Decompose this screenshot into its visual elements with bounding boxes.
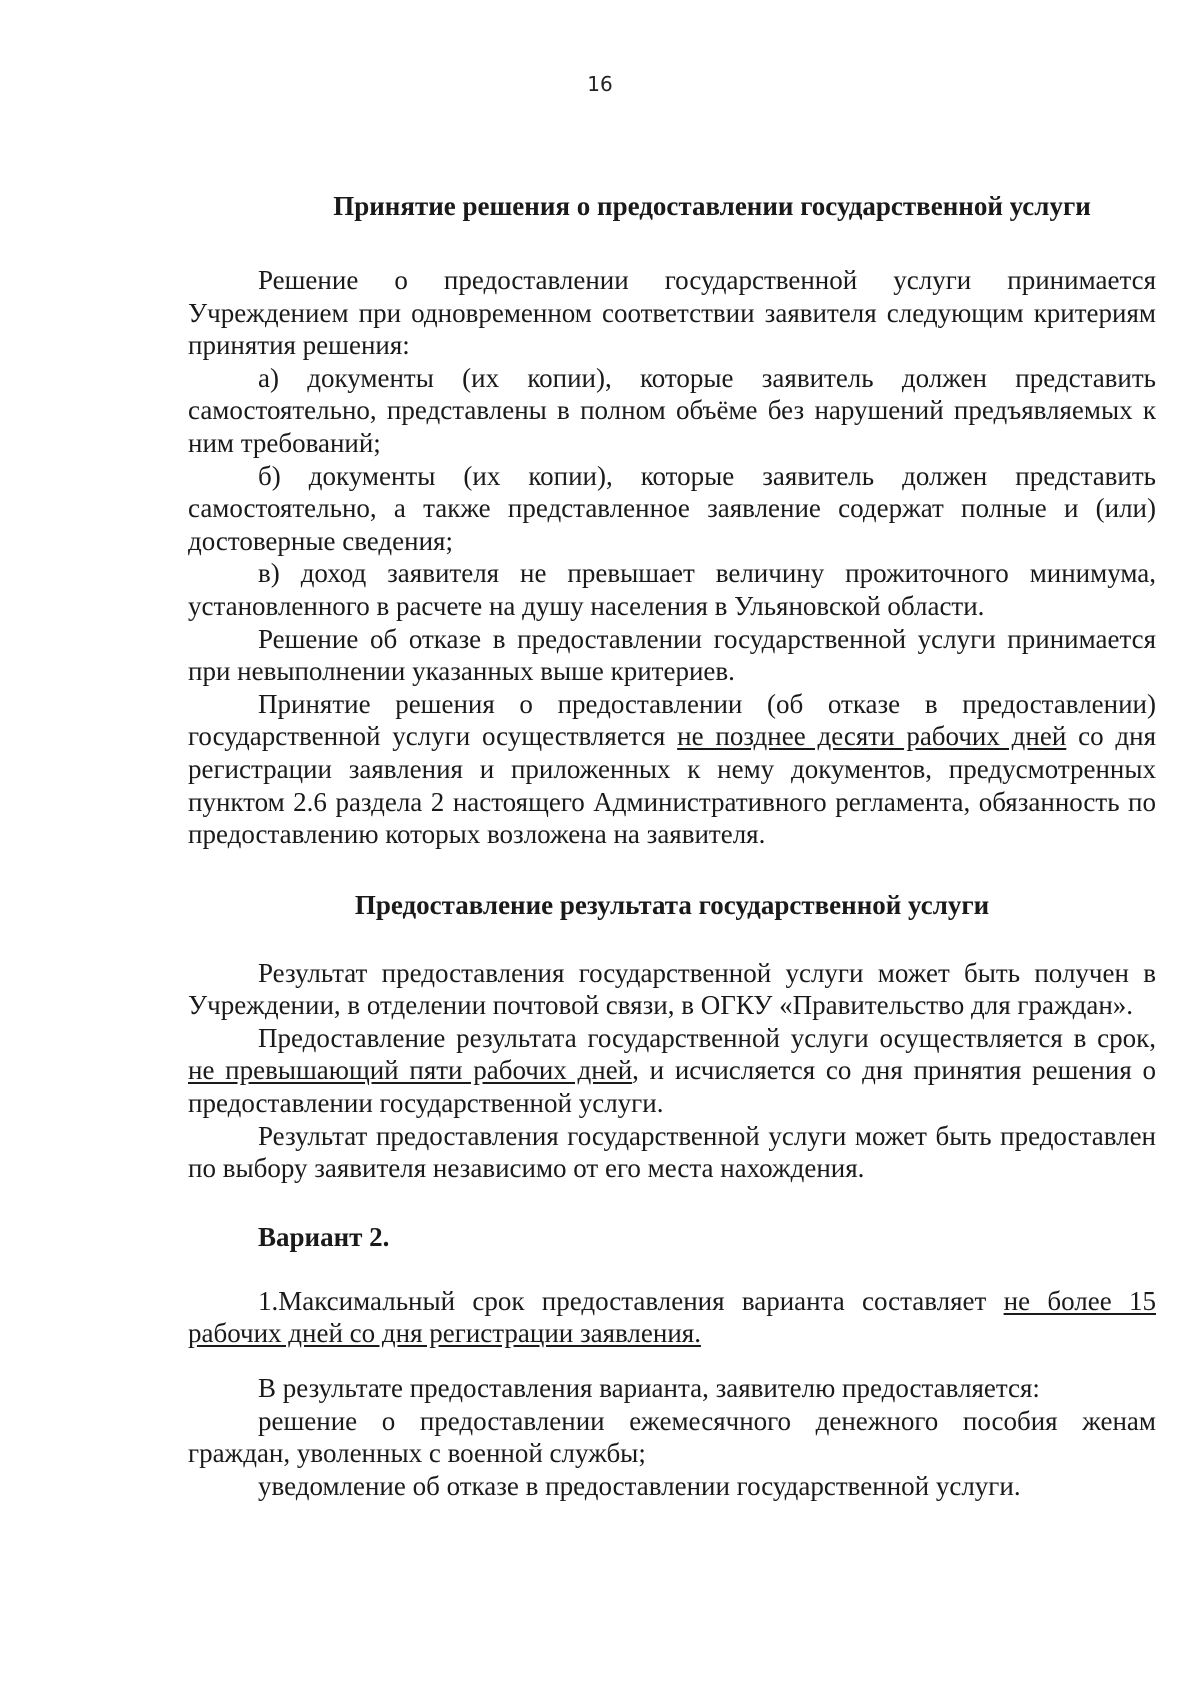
text-fragment: Предоставление результата государственной услуги осуществляется в срок, [258, 1022, 1156, 1053]
paragraph-variant-result-decision: решение о предоставлении ежемесячного денежного пособия женам граждан, уволенных с военной службы; [188, 1405, 1156, 1469]
paragraph-variant-term [188, 1285, 1156, 1350]
text-fragment: со дня регистрации заявления и приложенных к нему документов, предусмотренных пунктом 2.6 раздела 2 настоящего Административного регламента, обязанность по предоставлению которых возложена на заявителя. [188, 721, 1156, 850]
section-title-decision: Принятие решения о предоставлении государственной услуги [333, 191, 1091, 221]
paragraph-criterion-a: а) документы (их копии), которые заявитель должен представить самостоятельно, представлены в полном объёме без нарушений предъявляемых к ним требований; [188, 362, 1156, 458]
paragraph-result-places: Результат предоставления государственной услуги может быть получен в Учреждении, в отделении почтовой связи, в ОГКУ «Правительство для граждан». [188, 957, 1156, 1021]
underlined-deadline: не превышающий пяти рабочих дней [188, 1055, 633, 1086]
text-fragment: Принятие решения о предоставлении (об отказе в предоставлении) государственной услуги осуществляется [188, 688, 1156, 752]
text-fragment: , и исчисляется со дня принятия решения о предоставлении государственной услуги. [188, 1055, 1156, 1119]
paragraph-criterion-c: в) доход заявителя не превышает величину прожиточного минимума, установленного в расчете на душу населения в Ульяновской области. [188, 558, 1156, 621]
paragraph-refusal: Решение об отказе в предоставлении государственной услуги принимается при невыполнении указанных выше критериев. [188, 623, 1156, 687]
paragraph-result-deadline [188, 1022, 1156, 1120]
paragraph-result-choice: Результат предоставления государственной услуги может быть предоставлен по выбору заявителя независимо от его места нахождения. [188, 1120, 1156, 1184]
paragraph-variant-result-intro: В результате предоставления варианта, заявителю предоставляется: [258, 1373, 1040, 1404]
underlined-term: не более 15 рабочих дней со дня регистрации заявления. [188, 1285, 1156, 1349]
paragraph-criterion-b: б) документы (их копии), которые заявитель должен представить самостоятельно, а также представленное заявление содержат полные и (или) достоверные сведения; [188, 460, 1156, 556]
paragraph-decision-deadline [188, 688, 1156, 851]
text-fragment: 1.Максимальный срок предоставления варианта составляет [258, 1285, 1004, 1316]
section-title-result: Предоставление результата государственной услуги [354, 889, 990, 920]
underlined-deadline: не позднее десяти рабочих дней [677, 721, 1067, 752]
variant-title: Вариант 2. [258, 1221, 390, 1252]
page-number: 16 [587, 72, 613, 96]
paragraph-variant-result-refusal: уведомление об отказе в предоставлении государственной услуги. [258, 1470, 1021, 1501]
document-body [188, 188, 1156, 1502]
paragraph-decision-criteria: Решение о предоставлении государственной услуги принимается Учреждением при одновременном соответствии заявителя следующим критериям принятия решения: [188, 265, 1156, 361]
